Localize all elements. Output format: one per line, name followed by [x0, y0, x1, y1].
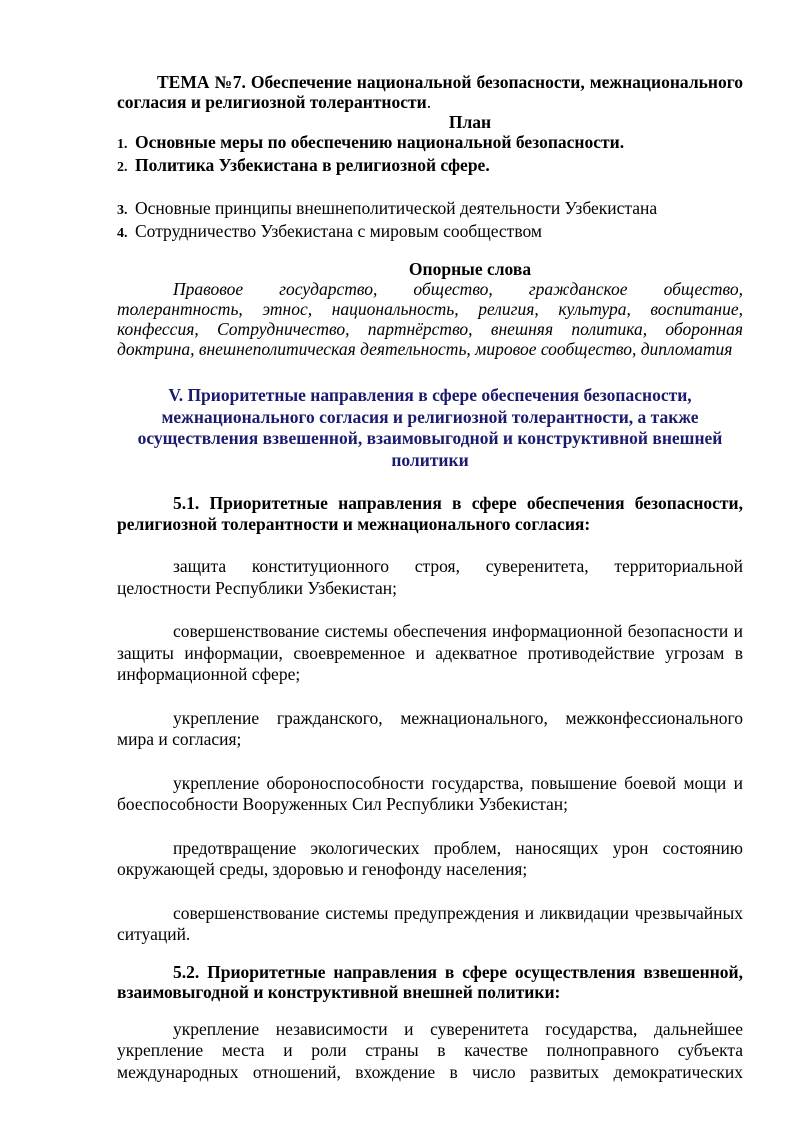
subsection-heading-5-2: 5.2. Приоритетные направления в сфере осуществления взвешенной, взаимовыгодной и конструктивной внешней политики: — [117, 961, 743, 1002]
document-title-text: ТЕМА №7. Обеспечение национальной безопасности, межнационального согласия и религиозной толерантности — [117, 72, 743, 112]
plan-heading: План — [448, 112, 492, 132]
document-title-end: . — [426, 92, 432, 112]
paragraph: совершенствование системы предупреждения и ликвидации чрезвычайных ситуаций. — [117, 902, 743, 944]
plan-item-text: Основные меры по обеспечению национальной безопасности. — [135, 132, 625, 152]
document-title — [117, 72, 743, 112]
paragraph: совершенствование системы обеспечения информационной безопасности и защиты информации, своевременное и адекватное противодействие угрозам в информационной сфере; — [117, 621, 743, 684]
keywords-text: Правовое государство, общество, гражданское общество, толерантность, этнос, национальность, религия, культура, воспитание, конфессия, Сотрудничество, партнёрство, внешняя политика, оборонная доктрина, внешнеполитическая деятельность, мировое сообщество, дипломатия — [117, 279, 743, 359]
paragraph: предотвращение экологических проблем, наносящих урон состоянию окружающей среды, здоровью и генофонду населения; — [117, 837, 743, 879]
plan-item — [117, 221, 743, 244]
plan-item-number: 3. — [117, 203, 128, 218]
document-page — [117, 72, 743, 1083]
plan-spacer — [117, 178, 743, 198]
plan-item — [117, 198, 743, 221]
plan-item-number: 4. — [117, 226, 128, 241]
keywords-heading: Опорные слова — [408, 259, 532, 279]
paragraph: укрепление гражданского, межнационального, межконфессионального мира и согласия; — [117, 707, 743, 749]
subsection-heading-5-1: 5.1. Приоритетные направления в сфере обеспечения безопасности, религиозной толерантности и межнационального согласия: — [117, 493, 743, 534]
paragraph: укрепление независимости и суверенитета государства, дальнейшее укрепление места и роли страны в качестве полноправного субъекта международных отношений, вхождение в число развитых демократических — [117, 1018, 743, 1082]
plan-item-text: Политика Узбекистана в религиозной сфере. — [135, 155, 490, 175]
plan-item-number: 1. — [117, 137, 128, 152]
section-heading: V. Приоритетные направления в сфере обеспечения безопасности, межнационального согласия и религиозной толерантности, а также осуществления взвешенной, взаимовыгодной и конструктивной внешней политики — [137, 385, 723, 470]
plan-item-number: 2. — [117, 160, 128, 175]
paragraph: защита конституционного строя, суверенитета, территориальной целостности Республики Узбекистан; — [117, 556, 743, 598]
paragraph: укрепление обороноспособности государства, повышение боевой мощи и боеспособности Вооруженных Сил Республики Узбекистан; — [117, 772, 743, 814]
plan-item — [117, 132, 743, 155]
plan-item — [117, 155, 743, 178]
plan-item-text: Сотрудничество Узбекистана с мировым сообществом — [135, 221, 542, 241]
plan-item-text: Основные принципы внешнеполитической деятельности Узбекистана — [135, 198, 658, 218]
